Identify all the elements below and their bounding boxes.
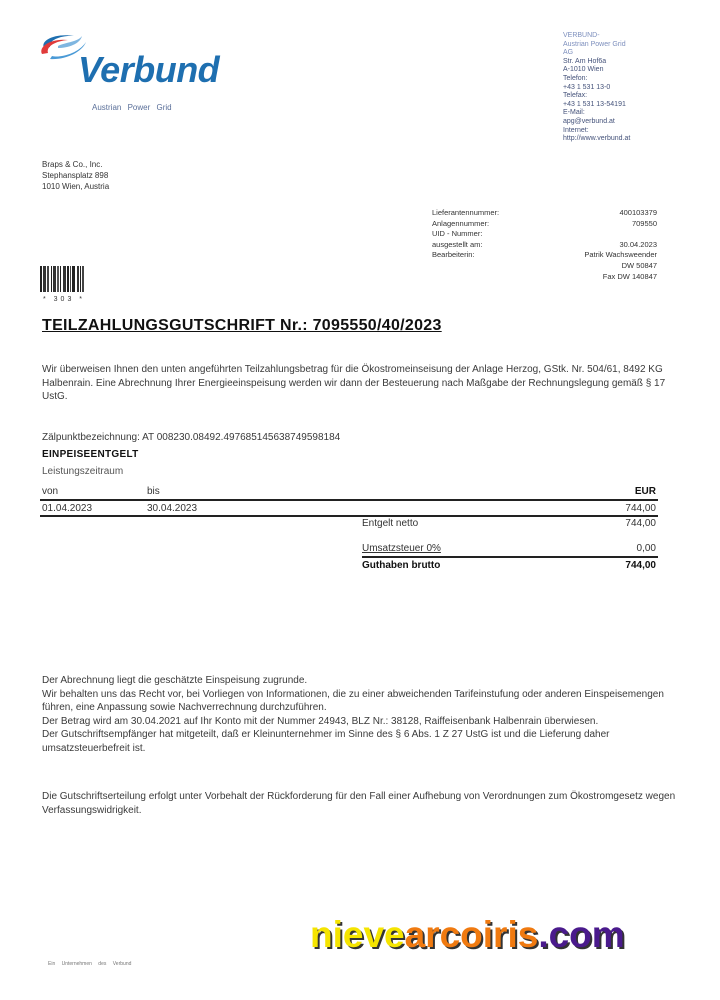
logo-tagline: Austrian Power Grid — [92, 103, 172, 112]
company-line: Austrian Power Grid — [563, 40, 626, 48]
watermark-part: nieve — [310, 914, 405, 955]
company-line: Internet: — [563, 126, 589, 134]
meta-extension: DW 50847 — [621, 260, 657, 270]
barcode-icon — [40, 266, 88, 292]
recipient-line: Stephansplatz 898 — [42, 171, 109, 180]
meta-label: Lieferantennummer: — [432, 208, 500, 217]
company-address-block — [563, 32, 713, 144]
summary-total — [362, 560, 658, 573]
meta-fax: Fax DW 140847 — [602, 271, 657, 281]
meta-value: 30.04.2023 — [619, 239, 657, 249]
meta-row-supplier-number — [432, 208, 657, 219]
note-line: Wir behalten uns das Recht vor, bei Vorliegen von Informationen, die zu einer abweichenden Tarifeinstufung oder anderen Einspeisemengen führen, eine Anpassung sowie Nachverrechnung durchzuführen. — [42, 688, 664, 713]
meta-label: Bearbeiterin: — [432, 250, 475, 260]
watermark-logo — [310, 916, 625, 953]
note-line: Der Betrag wird am 30.04.2021 auf Ihr Konto mit der Nummer 24943, BLZ Nr.: 38128, Raiffeisenbank Halbenrain überwiesen. — [42, 715, 599, 727]
metering-point-id: Zälpunktbezeichnung: AT 008230.08492.497685145638749598184 — [42, 432, 341, 443]
cell-to: 30.04.2023 — [147, 502, 198, 514]
cell-amount: 744,00 — [625, 502, 656, 514]
logo-wordmark: Verbund — [78, 49, 220, 90]
section-heading: EINPEISEENTGELT — [42, 449, 139, 460]
note-line: Der Gutschriftsempfänger hat mitgeteilt, daß er Kleinunternehmer im Sinne des § 6 Abs. 1 Z 27 UstG ist und die Lieferung daher umsatzsteuerbefreit ist. — [42, 729, 610, 754]
intro-paragraph: Wir überweisen Ihnen den unten angeführten Teilzahlungsbetrag für die Ökostromeinseisung der Anlage Herzog, GStk. Nr. 504/61, 8492 KG Halbenrain. Eine Abrechnung Ihrer Energieeinspeisung werden wir dann der Besteuerung nach Maßgabe der Rechnungslegung gemäß § 17 UstG. — [42, 364, 666, 402]
meta-row-issued — [432, 240, 657, 251]
company-line: +43 1 531 13-0 — [563, 83, 611, 91]
table-row — [40, 501, 658, 517]
meta-label: Anlagennummer: — [432, 218, 490, 228]
meta-value: 400103379 — [619, 208, 657, 217]
watermark-part: .com — [538, 914, 625, 955]
meta-label: UID - Nummer: — [432, 229, 483, 239]
company-website[interactable]: http://www.verbund.at — [563, 135, 631, 143]
meta-row-clerk — [432, 250, 657, 261]
summary-net-value: 744,00 — [625, 518, 656, 529]
summary-total-value: 744,00 — [625, 560, 656, 571]
document-meta — [432, 208, 657, 282]
footer-text: Ein Unternehmen des Verbund — [48, 961, 132, 967]
table-header — [40, 486, 658, 501]
company-line: Telefax: — [563, 92, 588, 100]
meta-value: 709550 — [631, 218, 657, 228]
company-line: Str. Am Hof6a — [563, 57, 607, 65]
barcode-label: * 303 * — [43, 296, 86, 303]
billing-table — [40, 486, 658, 517]
company-line: E-Mail: — [563, 109, 585, 117]
meta-label: ausgestellt am: — [432, 239, 483, 249]
cell-from: 01.04.2023 — [42, 502, 93, 514]
summary-total-label: Guthaben brutto — [362, 560, 441, 571]
meta-row-uid — [432, 229, 657, 240]
note-line: Der Abrechnung liegt die geschätzte Einspeisung zugrunde. — [42, 675, 308, 686]
company-line: VERBUND- — [563, 32, 600, 39]
company-line: +43 1 531 13-54191 — [563, 100, 626, 108]
company-line: Telefon: — [563, 74, 588, 82]
summary-tax-value: 0,00 — [636, 543, 656, 554]
column-header-to: bis — [147, 486, 160, 497]
company-line: A-1010 Wien — [563, 66, 604, 74]
summary-net — [362, 518, 658, 531]
watermark-part: arcoiris — [404, 914, 539, 955]
company-email[interactable]: apg@verbund.at — [563, 117, 615, 125]
column-header-from: von — [42, 486, 59, 497]
document-title: TEILZAHLUNGSGUTSCHRIFT Nr.: 7095550/40/2023 — [42, 317, 442, 334]
section-subheading: Leistungszeitraum — [42, 466, 124, 477]
closing-paragraph: Die Gutschriftserteilung erfolgt unter Vorbehalt der Rückforderung für den Fall einer Aufhebung von Verordnungen zum Ökostromgesetz wegen Verfassungswidrigkeit. — [42, 791, 676, 816]
notes-block — [42, 674, 682, 755]
column-header-eur: EUR — [634, 486, 656, 497]
meta-value: Patrik Wachsweender — [584, 250, 657, 260]
summary-block — [362, 518, 658, 573]
company-line: AG — [563, 49, 574, 57]
recipient-line: 1010 Wien, Austria — [42, 182, 110, 191]
recipient-line: Braps & Co., Inc. — [42, 160, 103, 169]
meta-row-plant-number — [432, 219, 657, 230]
recipient-address — [42, 159, 109, 192]
summary-tax — [362, 543, 658, 558]
summary-net-label: Entgelt netto — [362, 518, 419, 529]
summary-tax-label: Umsatzsteuer 0% — [362, 543, 441, 554]
